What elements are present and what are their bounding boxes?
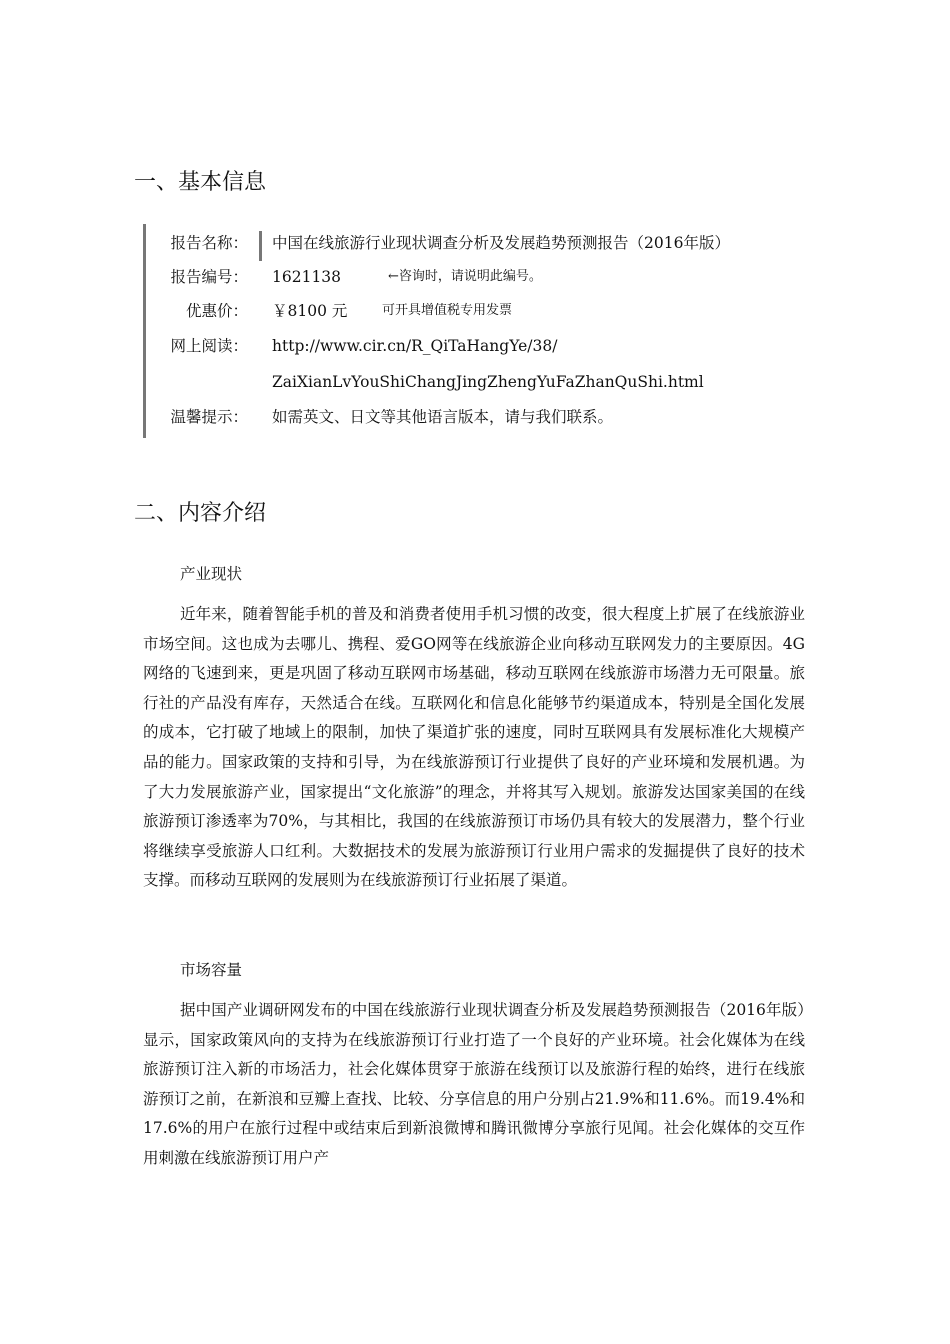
section-title-content: 二、内容介绍 [134,501,267,526]
price-note: 可开具增值税专用发票 [382,303,513,318]
price-label: 优惠价： [185,302,248,320]
name-divider [259,231,262,261]
url-line-1[interactable]: http://www.cir.cn/R_QiTaHangYe/38/ [272,337,558,355]
price-value: ￥8100 元 [272,302,348,320]
info-box [143,224,826,438]
report-name-value: 中国在线旅游行业现状调查分析及发展趋势预测报告（2016年版） [272,234,730,252]
url-label: 网上阅读： [170,337,248,355]
report-name-label: 报告名称： [170,234,248,252]
report-code-value: 1621138 [272,268,342,286]
section-title-basic-info: 一、基本信息 [134,170,267,195]
subheading-industry-status: 产业现状 [180,565,243,583]
report-code-note: ←咨询时，请说明此编号。 [388,269,542,284]
paragraph-industry-status: 近年来，随着智能手机的普及和消费者使用手机习惯的改变，很大程度上扩展了在线旅游业市场空间。这也成为去哪儿、携程、爱GO网等在线旅游企业向移动互联网发力的主要原因。4G网络的飞速到来，更是巩固了移动互联网市场基础，移动互联网在线旅游市场潜力无可限量。旅行社的产品没有库存，天然适合在线。互联网化和信息化能够节约渠道成本，特别是全国化发展的成本，它打破了地域上的限制，加快了渠道扩张的速度，同时互联网具有发展标准化大规模产品的能力。国家政策的支持和引导，为在线旅游预订行业提供了良好的产业环境和发展机遇。为了大力发展旅游产业，国家提出“文化旅游”的理念，并将其写入规划。旅游发达国家美国的在线旅游预订渗透率为70%，与其相比，我国的在线旅游预订市场仍具有较大的发展潜力，整个行业将继续享受旅游人口红利。大数据技术的发展为旅游预订行业用户需求的发掘提供了良好的技术支撑。而移动互联网的发展则为在线旅游预订行业拓展了渠道。 [143,605,805,890]
subheading-market-capacity: 市场容量 [180,961,243,979]
tip-label: 温馨提示： [170,408,248,426]
tip-value: 如需英文、日文等其他语言版本，请与我们联系。 [272,408,614,426]
report-code-label: 报告编号： [170,268,248,286]
paragraph-market-capacity: 据中国产业调研网发布的中国在线旅游行业现状调查分析及发展趋势预测报告（2016年版）显示，国家政策风向的支持为在线旅游预订行业打造了一个良好的产业环境。社会化媒体为在线旅游预订注入新的市场活力，社会化媒体贯穿于旅游在线预订以及旅游行程的始终，进行在线旅游预订之前，在新浪和豆瓣上查找、比较、分享信息的用户分别占21.9%和11.6%。而19.4%和17.6%的用户在旅行过程中或结束后到新浪微博和腾讯微博分享旅行见闻。社会化媒体的交互作用刺激在线旅游预订用户产 [143,1001,805,1167]
url-line-2[interactable]: ZaiXianLvYouShiChangJingZhengYuFaZhanQuShi.html [272,373,704,391]
